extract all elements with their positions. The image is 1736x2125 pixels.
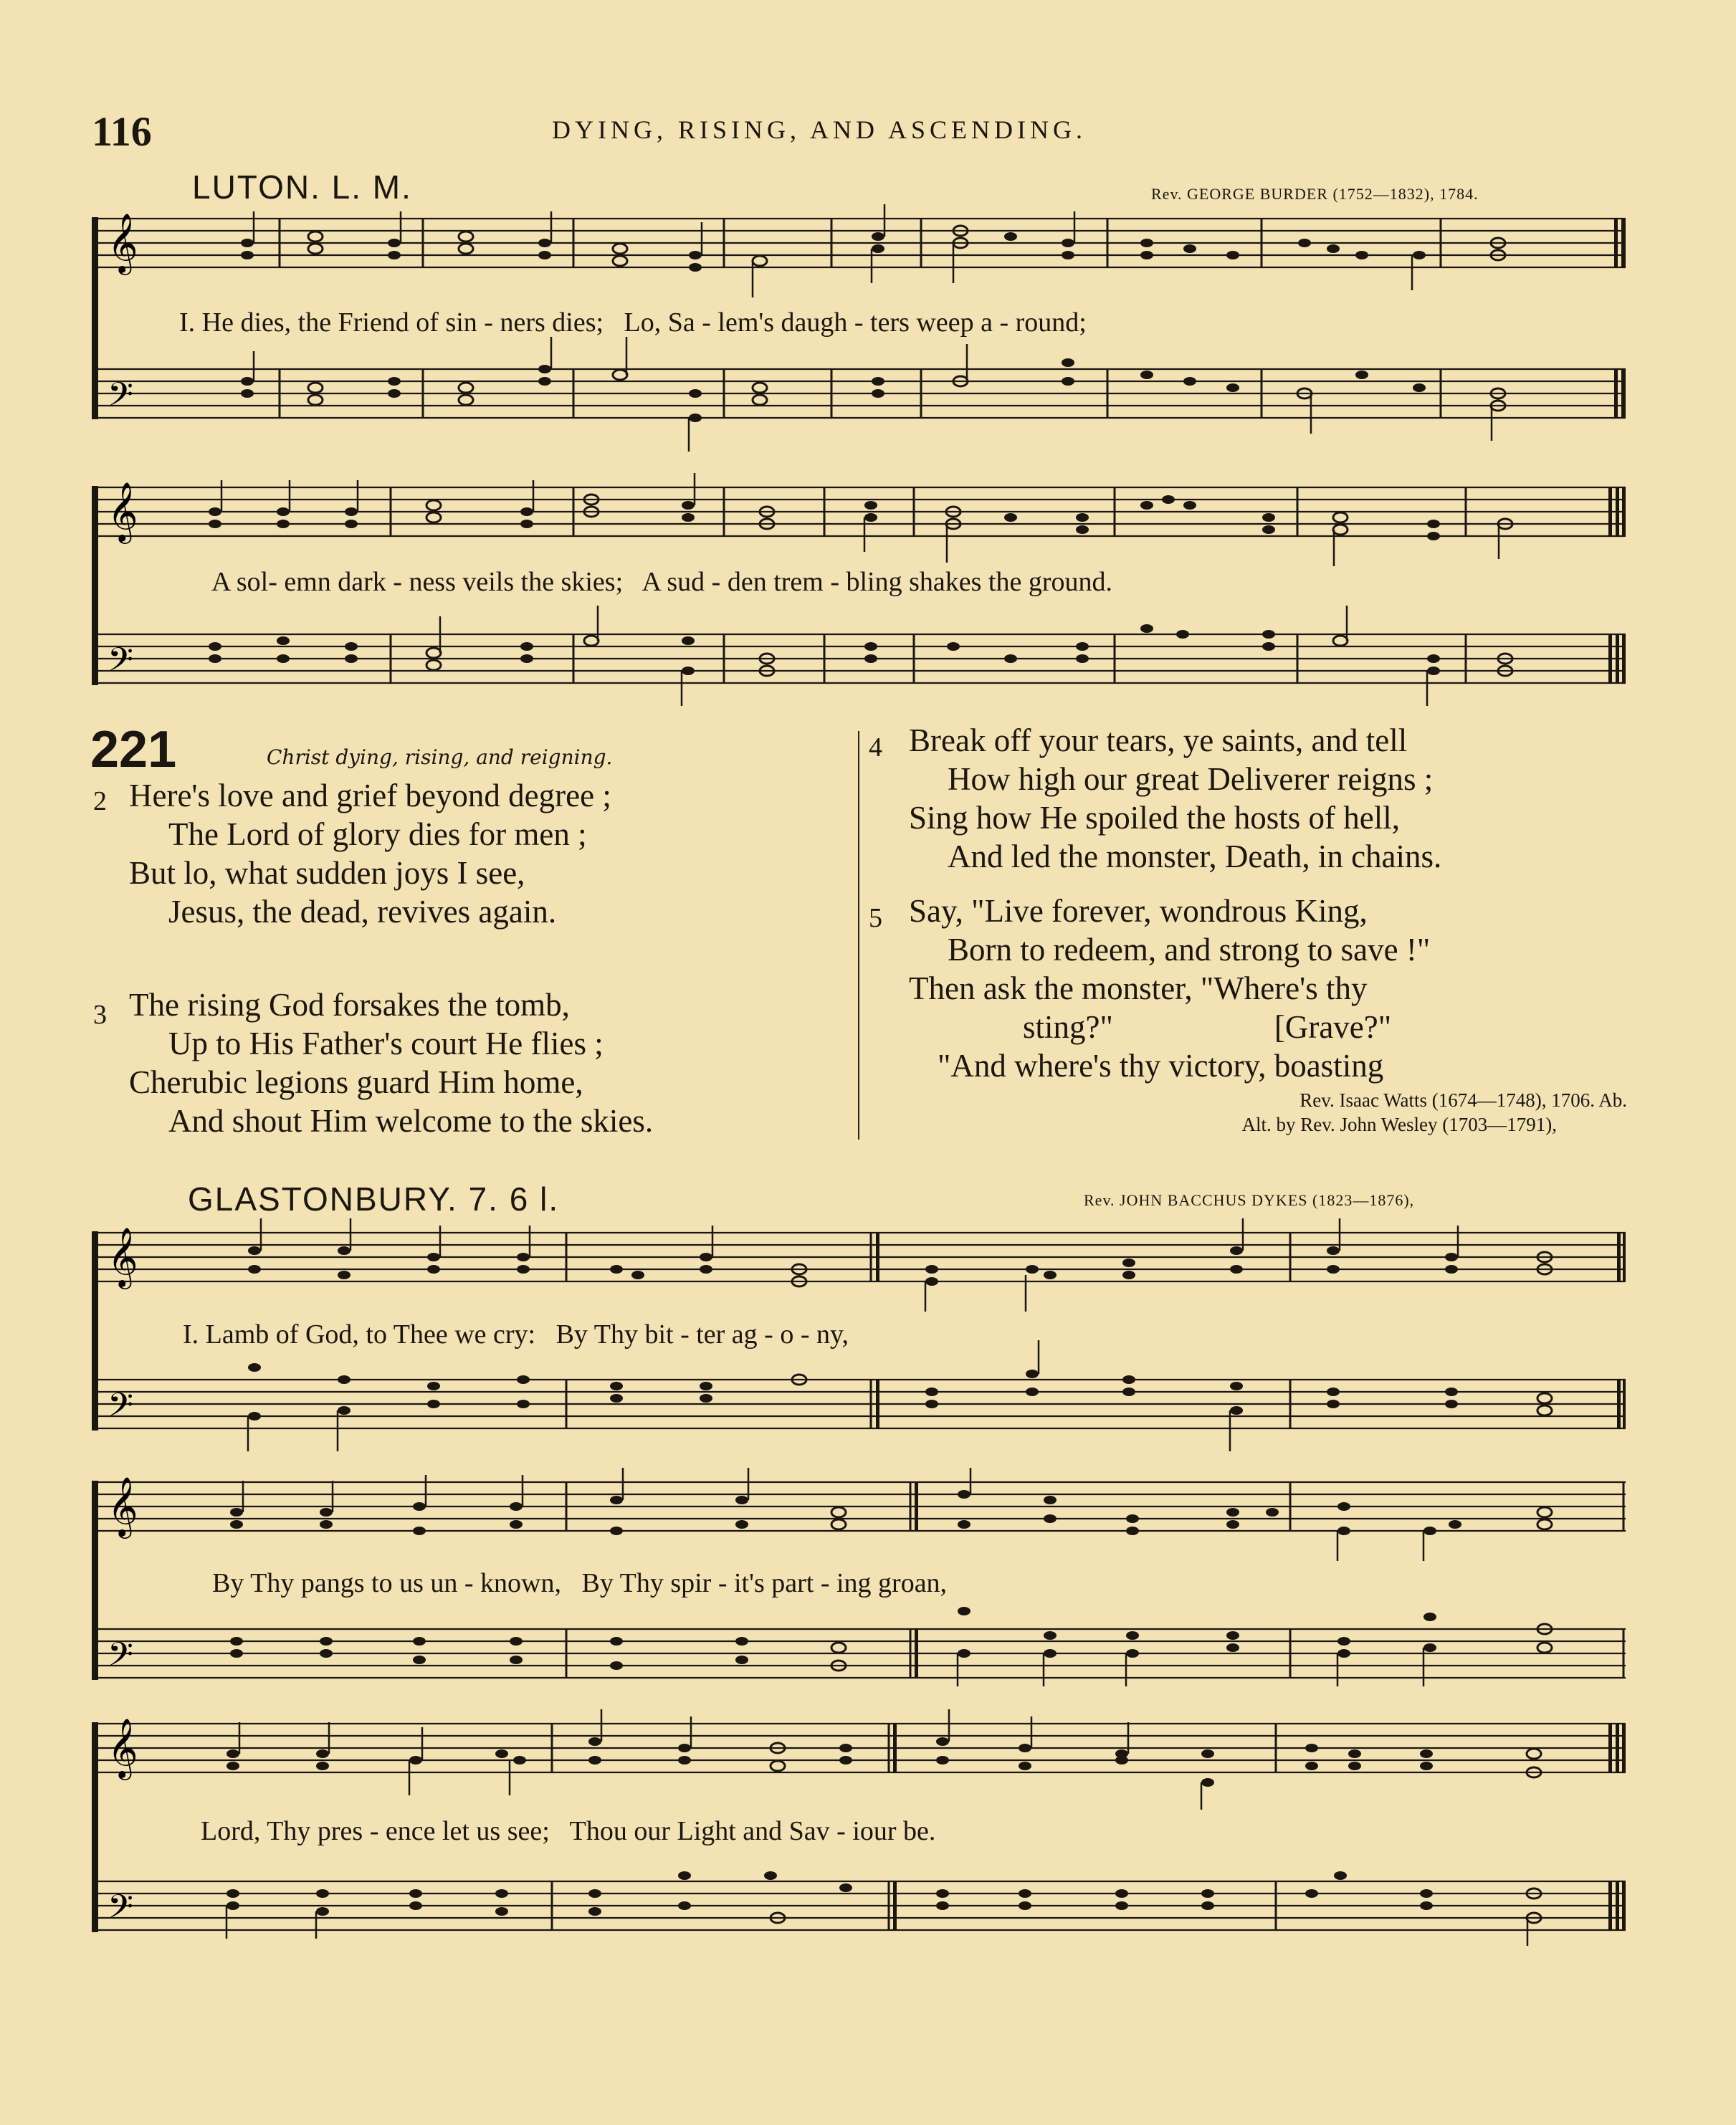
- verse-line: Then ask the monster, "Where's thy: [909, 970, 1368, 1006]
- verse-line: Here's love and grief beyond degree ;: [129, 778, 611, 813]
- verse-line: How high our great Deliverer reigns ;: [948, 761, 1434, 797]
- verse-4: [869, 721, 1628, 876]
- svg-text:𝄢: 𝄢: [108, 641, 134, 687]
- column-divider: [858, 731, 859, 1140]
- svg-text:𝄞: 𝄞: [108, 212, 138, 272]
- composer-glastonbury: Rev. JOHN BACCHUS DYKES (1823—1876),: [1084, 1191, 1415, 1209]
- verse-line: Jesus, the dead, revives again.: [168, 894, 557, 930]
- verse-line: Say, "Live forever, wondrous King,: [909, 893, 1368, 929]
- verse-3: [93, 985, 853, 1140]
- running-title: DYING, RISING, AND ASCENDING.: [552, 115, 1087, 144]
- svg-text:𝄞: 𝄞: [108, 481, 138, 541]
- verse-2: [93, 776, 853, 931]
- verse-line: The rising God forsakes the tomb,: [129, 987, 570, 1023]
- svg-text:𝄞: 𝄞: [108, 1226, 138, 1286]
- verse-line: "And where's thy victory, boasting: [938, 1048, 1384, 1084]
- svg-text:𝄢: 𝄢: [108, 1386, 134, 1433]
- verse-line: sting?" [Grave?": [1023, 1009, 1392, 1045]
- verse-line: Cherubic legions guard Him home,: [129, 1064, 583, 1100]
- svg-text:𝄢: 𝄢: [108, 1888, 134, 1934]
- verse-line: And shout Him welcome to the skies.: [168, 1103, 654, 1139]
- tune-title-glastonbury: GLASTONBURY. 7. 6 l.: [188, 1180, 560, 1218]
- attribution-line: Alt. by Rev. John Wesley (1703—1791),: [1241, 1114, 1557, 1135]
- verse-number: 5: [869, 903, 882, 933]
- lyrics-glastonbury-line2: By Thy pangs to us un - known, By Thy spir - it's part - ing groan,: [212, 1568, 948, 1598]
- attribution-line: Rev. Isaac Watts (1674—1748), 1706. Ab.: [1299, 1089, 1627, 1111]
- svg-text:𝄞: 𝄞: [108, 1476, 138, 1536]
- lyrics-luton-line2: A sol- emn dark - ness veils the skies; A sud - den trem - bling shakes the ground.: [211, 567, 1112, 597]
- verse-line: Sing how He spoiled the hosts of hell,: [909, 800, 1400, 836]
- page-number: 116: [92, 108, 152, 155]
- composer-luton: Rev. GEORGE BURDER (1752—1832), 1784.: [1151, 185, 1479, 203]
- hymn-title: Christ dying, rising, and reigning.: [267, 745, 613, 769]
- verse-number: 4: [869, 732, 882, 763]
- verse-line: Up to His Father's court He flies ;: [168, 1026, 604, 1061]
- verse-line: The Lord of glory dies for men ;: [168, 816, 587, 852]
- svg-text:𝄞: 𝄞: [108, 1717, 138, 1777]
- verse-number: 3: [93, 1000, 107, 1030]
- svg-text:𝄢: 𝄢: [108, 1635, 134, 1682]
- verse-number: 2: [93, 786, 107, 816]
- lyrics-luton-line1: I. He dies, the Friend of sin - ners dies; Lo, Sa - lem's daugh - ters weep a - round;: [179, 307, 1087, 338]
- hymn-number: 221: [90, 721, 177, 778]
- verse-line: And led the monster, Death, in chains.: [948, 839, 1442, 874]
- tune-title-luton: LUTON. L. M.: [192, 168, 412, 206]
- lyrics-glastonbury-line3: Lord, Thy pres - ence let us see; Thou our Light and Sav - iour be.: [201, 1816, 936, 1846]
- verse-line: But lo, what sudden joys I see,: [129, 855, 525, 891]
- lyrics-glastonbury-line1: I. Lamb of God, to Thee we cry: By Thy bit - ter ag - o - ny,: [183, 1319, 849, 1350]
- verse-line: Break off your tears, ye saints, and tell: [909, 722, 1408, 758]
- verse-5: [869, 892, 1628, 1085]
- verse-line: Born to redeem, and strong to save !": [948, 932, 1431, 968]
- hymn-attribution: [1039, 1088, 1627, 1137]
- svg-text:𝄢: 𝄢: [108, 376, 134, 422]
